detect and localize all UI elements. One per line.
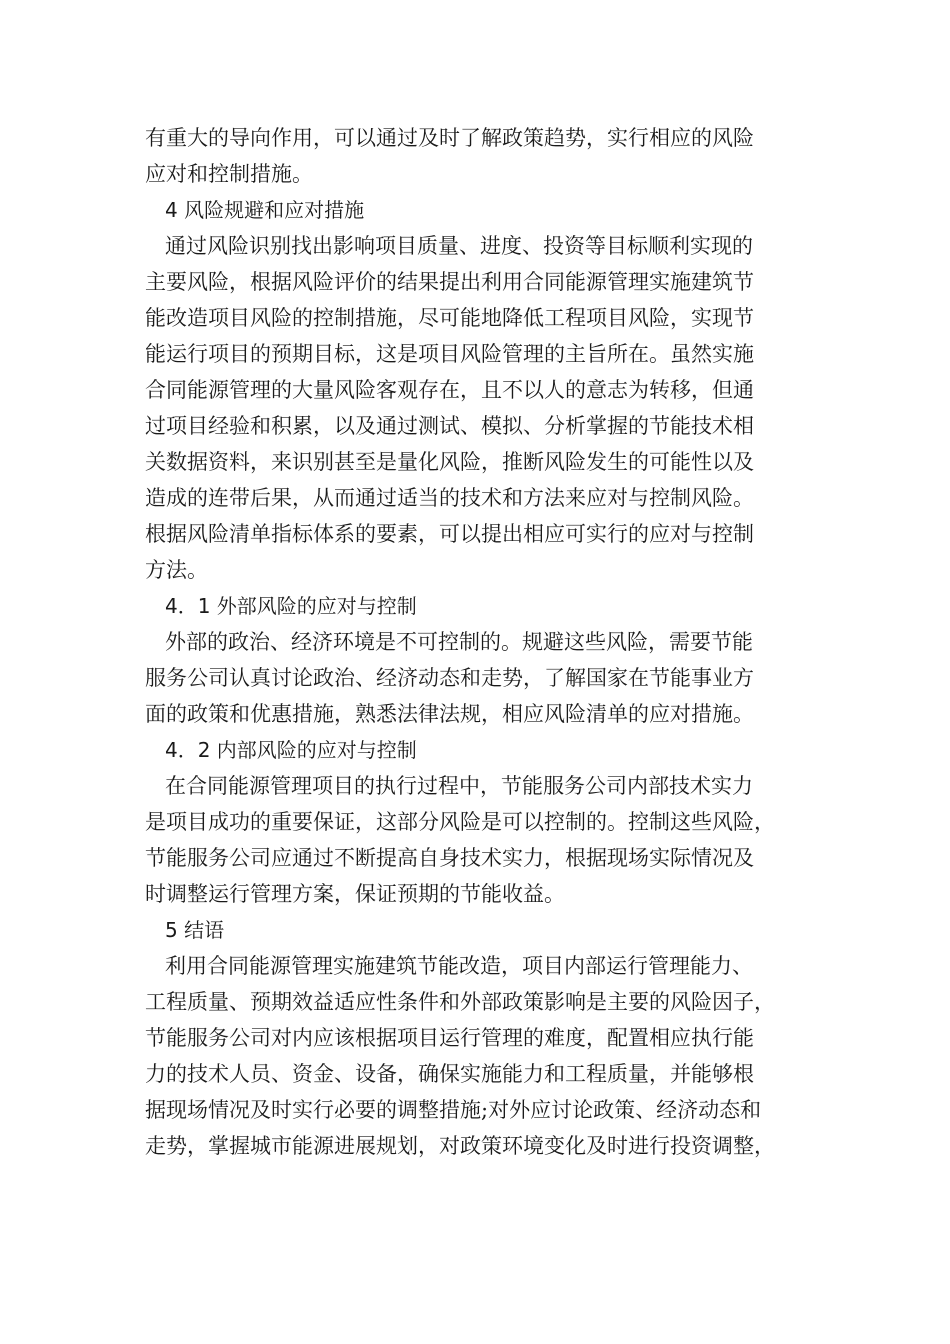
text-line: 通过风险识别找出影响项目质量、进度、投资等目标顺利实现的: [165, 234, 753, 258]
text-line: 据现场情况及时实行必要的调整措施;对外应讨论政策、经济动态和: [145, 1098, 762, 1122]
text-line: 主要风险，根据风险评价的结果提出利用合同能源管理实施建筑节: [145, 270, 754, 294]
text-line: 关数据资料，来识别甚至是量化风险，推断风险发生的可能性以及: [145, 450, 754, 474]
text-line: 走势，掌握城市能源进展规划，对政策环境变化及时进行投资调整，: [145, 1134, 775, 1158]
text-line: 力的技术人员、资金、设备，确保实施能力和工程质量，并能够根: [145, 1062, 754, 1086]
section-heading-4: 4 风险规避和应对措施: [165, 198, 365, 222]
text-line: 时调整运行管理方案，保证预期的节能收益。: [145, 882, 565, 906]
text-line: 工程质量、预期效益适应性条件和外部政策影响是主要的风险因子，: [145, 990, 775, 1014]
text-line: 利用合同能源管理实施建筑节能改造，项目内部运行管理能力、: [165, 954, 753, 978]
text-line: 合同能源管理的大量风险客观存在，且不以人的意志为转移，但通: [145, 378, 754, 402]
text-line: 能改造项目风险的控制措施，尽可能地降低工程项目风险，实现节: [145, 306, 754, 330]
paragraph-risk-avoidance: [145, 228, 825, 588]
text-line: 根据风险清单指标体系的要素，可以提出相应可实行的应对与控制: [145, 522, 754, 546]
paragraph-policy-continuation: [145, 120, 825, 192]
paragraph-external-risk: [145, 624, 825, 732]
text-line: 有重大的导向作用，可以通过及时了解政策趋势，实行相应的风险: [145, 126, 754, 150]
text-line: 在合同能源管理项目的执行过程中，节能服务公司内部技术实力: [165, 774, 753, 798]
text-line: 造成的连带后果，从而通过适当的技术和方法来应对与控制风险。: [145, 486, 754, 510]
text-line: 能运行项目的预期目标，这是项目风险管理的主旨所在。虽然实施: [145, 342, 754, 366]
text-line: 节能服务公司对内应该根据项目运行管理的难度，配置相应执行能: [145, 1026, 754, 1050]
section-heading-5: 5 结语: [165, 918, 225, 942]
paragraph-conclusion: [145, 948, 825, 1164]
text-line: 方法。: [145, 558, 208, 582]
text-line: 节能服务公司应通过不断提高自身技术实力，根据现场实际情况及: [145, 846, 754, 870]
text-line: 应对和控制措施。: [145, 162, 313, 186]
paragraph-internal-risk: [145, 768, 825, 912]
text-line: 是项目成功的重要保证，这部分风险是可以控制的。控制这些风险，: [145, 810, 775, 834]
text-line: 外部的政治、经济环境是不可控制的。规避这些风险，需要节能: [165, 630, 753, 654]
section-heading-4-2: 4．2 内部风险的应对与控制: [165, 738, 417, 762]
section-heading-4-1: 4．1 外部风险的应对与控制: [165, 594, 417, 618]
text-line: 服务公司认真讨论政治、经济动态和走势，了解国家在节能事业方: [145, 666, 754, 690]
text-line: 面的政策和优惠措施，熟悉法律法规，相应风险清单的应对措施。: [145, 702, 754, 726]
document-body: [145, 120, 825, 1164]
text-line: 过项目经验和积累，以及通过测试、模拟、分析掌握的节能技术相: [145, 414, 754, 438]
